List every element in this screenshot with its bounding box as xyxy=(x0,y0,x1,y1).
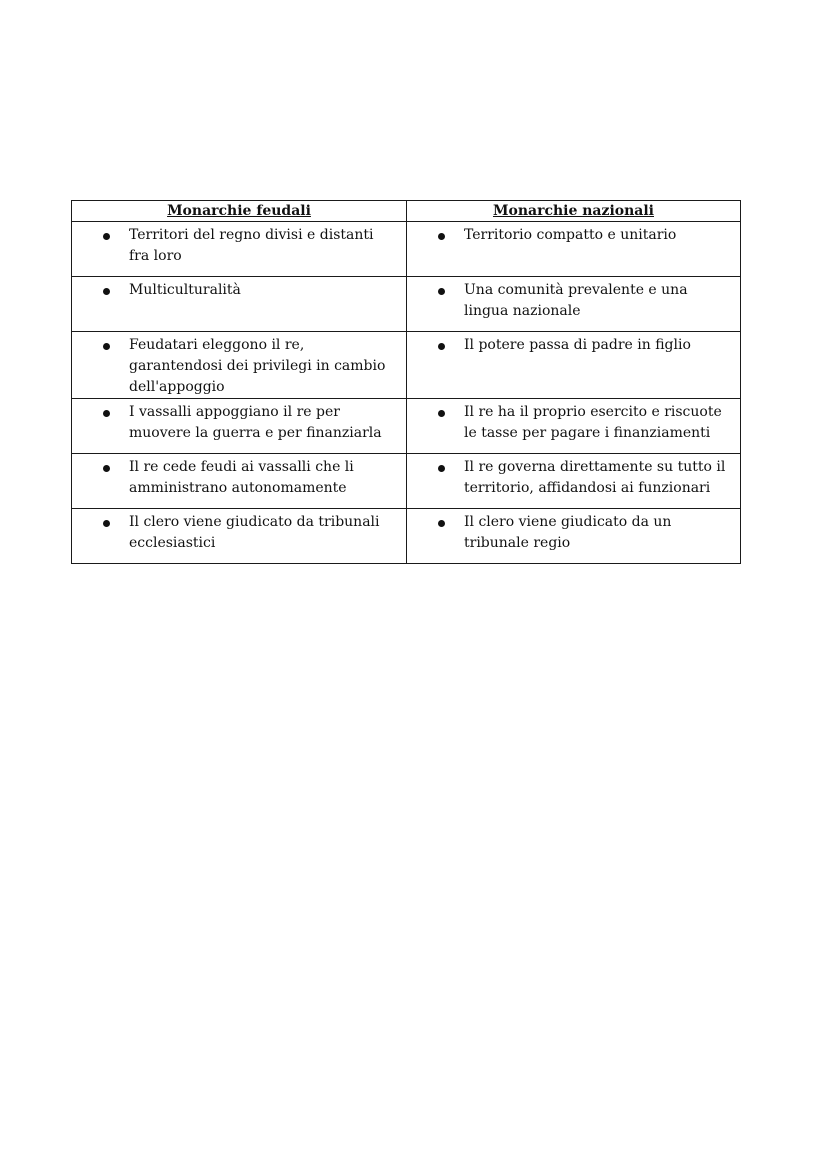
national-cell xyxy=(407,222,741,277)
cell-text: Il potere passa di padre in figlio xyxy=(464,337,691,353)
cell-text: Feudatari eleggono il re, garantendosi dei privilegi in cambio dell'appoggio xyxy=(129,337,386,395)
bullet-icon xyxy=(103,410,110,417)
bullet-icon xyxy=(103,288,110,295)
bullet-icon xyxy=(103,520,110,527)
cell-text: Il re ha il proprio esercito e riscuote le tasse per pagare i finanziamenti xyxy=(464,404,722,441)
feudal-cell xyxy=(72,454,407,509)
bullet-icon xyxy=(103,465,110,472)
table-row xyxy=(72,399,741,454)
cell-text: Il re cede feudi ai vassalli che li amministrano autonomamente xyxy=(129,459,354,496)
comparison-table xyxy=(71,200,741,564)
feudal-cell xyxy=(72,399,407,454)
bullet-icon xyxy=(438,520,445,527)
national-cell xyxy=(407,399,741,454)
table-row xyxy=(72,454,741,509)
bullet-icon xyxy=(438,343,445,350)
cell-text: Il clero viene giudicato da un tribunale regio xyxy=(464,514,672,551)
national-cell xyxy=(407,277,741,332)
cell-text: Territorio compatto e unitario xyxy=(464,227,677,243)
cell-text: Il re governa direttamente su tutto il territorio, affidandosi ai funzionari xyxy=(464,459,726,496)
cell-text: I vassalli appoggiano il re per muovere la guerra e per finanziarla xyxy=(129,404,382,441)
header-feudal-monarchies: Monarchie feudali xyxy=(72,201,407,222)
feudal-cell xyxy=(72,222,407,277)
table-header-row xyxy=(72,201,741,222)
national-cell xyxy=(407,454,741,509)
feudal-cell xyxy=(72,332,407,399)
bullet-icon xyxy=(438,288,445,295)
bullet-icon xyxy=(438,410,445,417)
cell-text: Una comunità prevalente e una lingua nazionale xyxy=(464,282,688,319)
feudal-cell xyxy=(72,509,407,564)
bullet-icon xyxy=(438,465,445,472)
table-row xyxy=(72,222,741,277)
header-national-monarchies: Monarchie nazionali xyxy=(407,201,741,222)
table-row xyxy=(72,509,741,564)
cell-text: Il clero viene giudicato da tribunali ecclesiastici xyxy=(129,514,380,551)
cell-text: Multiculturalità xyxy=(129,282,241,298)
national-cell xyxy=(407,509,741,564)
national-cell xyxy=(407,332,741,399)
table-row xyxy=(72,332,741,399)
feudal-cell xyxy=(72,277,407,332)
cell-text: Territori del regno divisi e distanti fra loro xyxy=(129,227,374,264)
table-row xyxy=(72,277,741,332)
bullet-icon xyxy=(438,233,445,240)
bullet-icon xyxy=(103,233,110,240)
bullet-icon xyxy=(103,343,110,350)
